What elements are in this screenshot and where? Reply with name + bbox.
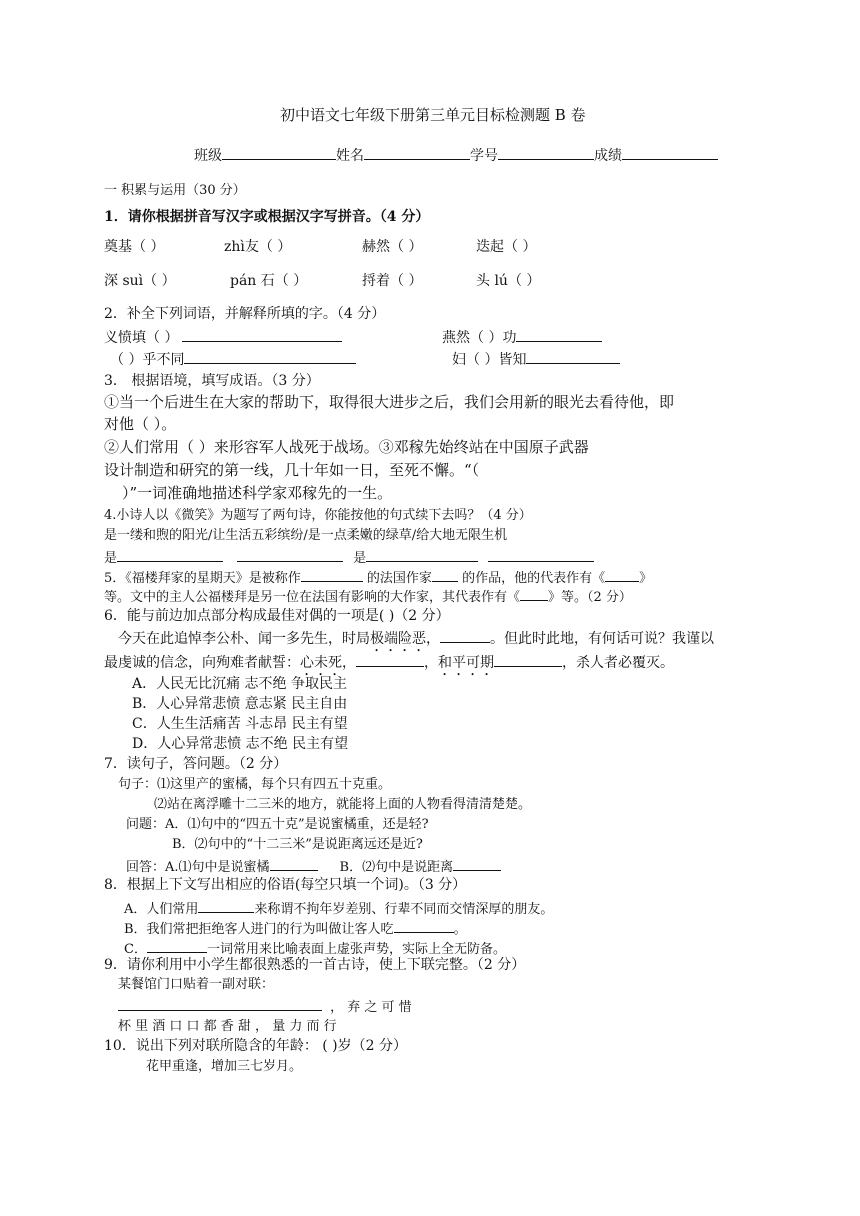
q2-item-c: （ ）乎不同	[110, 349, 356, 369]
answer-blank[interactable]	[118, 996, 322, 1011]
name-field[interactable]	[364, 145, 470, 160]
q10-prompt: 10．说出下列对联所隐含的年龄： ( )岁（2 分）	[104, 1038, 407, 1054]
answer-blank[interactable]	[432, 567, 458, 582]
answer-blank[interactable]	[184, 349, 356, 364]
answer-blank[interactable]	[301, 567, 363, 582]
q6-passage-line: 今天在此追悼李公朴、闻一多先生，时局极端险恶， 。但此时此地，有何话可说？我谨以	[118, 628, 714, 655]
answer-blank[interactable]	[494, 652, 562, 667]
q7-prompt: 7．读句子，答问题。（2 分）	[104, 756, 288, 772]
id-field[interactable]	[498, 145, 594, 160]
answer-blank[interactable]	[198, 898, 254, 913]
q2-item-a: 义愤填（ ）	[104, 327, 342, 347]
answer-blank[interactable]	[182, 327, 342, 342]
q7-sentence: ⑵站在离浮雕十二三米的地方，就能将上面的人物看得清清楚楚。	[154, 797, 532, 812]
q6-option[interactable]: A．人民无比沉痛 志不绝 争取民主	[132, 676, 348, 692]
answer-blank[interactable]	[453, 856, 501, 871]
answer-blank[interactable]	[488, 547, 594, 562]
answer-blank[interactable]	[147, 938, 207, 953]
q7-answer: 回答：A.⑴句中是说蜜橘 B．⑵句中是说距离	[126, 856, 501, 877]
q10-couplet: 花甲重逢，增加三七岁月。	[146, 1059, 303, 1074]
q6-passage-line: 最虔诚的信念，向殉难者献誓：心未死， ，和平可期 ，杀人者必覆灭。	[104, 652, 674, 679]
q8-item: B．我们常把拒绝客人进门的行为叫做让客人吃 。	[124, 918, 467, 939]
q3-line: ）”一词准确地描述科学家邓稼先的一生。	[122, 484, 393, 502]
answer-blank[interactable]	[356, 652, 424, 667]
q4-answer-line: 是 是	[104, 547, 594, 568]
q2-item-d: 妇（ ）皆知	[452, 349, 620, 369]
q1-item: 赫然（ ）	[362, 239, 423, 255]
q1-prompt: 1．请你根据拼音写汉字或根据汉字写拼音。（4 分）	[104, 209, 430, 225]
q6-prompt: 6．能与前边加点部分构成最佳对偶的一项是( )（2 分）	[104, 608, 450, 624]
q3-line: ②人们常用（ ）来形容军人战死于战场。③邓稼先始终站在中国原子武器	[104, 438, 589, 456]
score-field[interactable]	[622, 145, 718, 160]
class-field[interactable]	[222, 145, 336, 160]
q1-item: zhì友（ ）	[224, 239, 292, 255]
score-label: 成绩	[594, 148, 622, 164]
section-heading: 一 积累与运用（30 分）	[104, 183, 246, 198]
answer-blank[interactable]	[440, 628, 490, 643]
q1-item: 深 suì（ ）	[104, 273, 176, 289]
student-info-row	[194, 145, 718, 165]
q3-line: 对他（ ）。	[104, 415, 177, 433]
q1-item: pán 石（ ）	[230, 273, 308, 289]
q9-prompt: 9．请你利用中小学生都很熟悉的一首古诗，使上下联完整。（2 分）	[104, 957, 526, 973]
q2-prompt: 2．补全下列词语，并解释所填的字。（4 分）	[104, 306, 386, 322]
answer-blank[interactable]	[605, 567, 639, 582]
q8-item: C． 一词常用来比喻表面上虚张声势，实际上全无防备。	[124, 938, 506, 959]
q9-upper-line: ， 弃 之 可 惜	[118, 996, 412, 1017]
answer-blank[interactable]	[516, 327, 602, 342]
answer-blank[interactable]	[520, 586, 548, 601]
answer-blank[interactable]	[117, 547, 223, 562]
q3-line: ①当一个后进生在大家的帮助下，取得很大进步之后，我们会用新的眼光去看待他，即	[104, 393, 675, 411]
q3-line: 设计制造和研究的第一线，几十年如一日，至死不懈。“（	[104, 461, 480, 479]
q1-item: 捋着（ ）	[362, 273, 423, 289]
q1-item: 迭起（ ）	[476, 239, 537, 255]
name-label: 姓名	[336, 148, 364, 164]
q1-item: 奠基（ ）	[104, 239, 165, 255]
answer-blank[interactable]	[270, 856, 318, 871]
q9-lower-line: 杯 里 酒 口 口 都 香 甜 ， 量 力 而 行	[118, 1019, 337, 1034]
q8-item: A．人们常用 来称谓不拘年岁差别、行辈不同而交情深厚的朋友。	[124, 898, 553, 919]
q9-intro: 某餐馆门口贴着一副对联：	[118, 977, 275, 992]
q5-line: 5．《福楼拜家的星期天》是被称作 的法国作家 的作品，他的代表作有《 》	[104, 567, 652, 588]
q3-prompt: 3． 根据语境，填写成语。（3 分）	[104, 373, 320, 389]
q4-prompt: 4.小诗人以《微笑》为题写了两句诗，你能按他的句式续下去吗？（4 分）	[104, 508, 532, 523]
answer-blank[interactable]	[526, 349, 620, 364]
q7-question: B．⑵句中的“十二三米”是说距离远还是近?	[172, 837, 423, 852]
q8-prompt: 8．根据上下文写出相应的俗语(每空只填一个词)。（3 分）	[104, 877, 467, 893]
q2-item-b: 燕然（ ）功	[442, 327, 602, 347]
q4-poem-line: 是一缕和煦的阳光/让生活五彩缤纷/是一点柔嫩的绿草/给大地无限生机	[104, 528, 508, 543]
id-label: 学号	[470, 148, 498, 164]
q7-sentence: 句子：⑴这里产的蜜橘，每个只有四五十克重。	[118, 777, 392, 792]
q6-option[interactable]: B．人心异常悲愤 意志紧 民主自由	[132, 696, 348, 712]
answer-blank[interactable]	[237, 547, 343, 562]
q7-question: 问题：A．⑴句中的“四五十克”是说蜜橘重，还是轻?	[126, 817, 429, 832]
q1-item: 头 lú（ ）	[476, 273, 541, 289]
class-label: 班级	[194, 148, 222, 164]
q5-line: 等。文中的主人公福楼拜是另一位在法国有影响的大作家，其代表作有《 》等。（2 分）	[104, 586, 632, 607]
answer-blank[interactable]	[394, 918, 454, 933]
q6-option[interactable]: C．人生生活痛苦 斗志昂 民主有望	[132, 716, 348, 732]
answer-blank[interactable]	[366, 547, 478, 562]
q6-option[interactable]: D．人心异常悲愤 志不绝 民主有望	[132, 736, 349, 752]
page-title: 初中语文七年级下册第三单元目标检测题 B 卷	[280, 106, 586, 124]
